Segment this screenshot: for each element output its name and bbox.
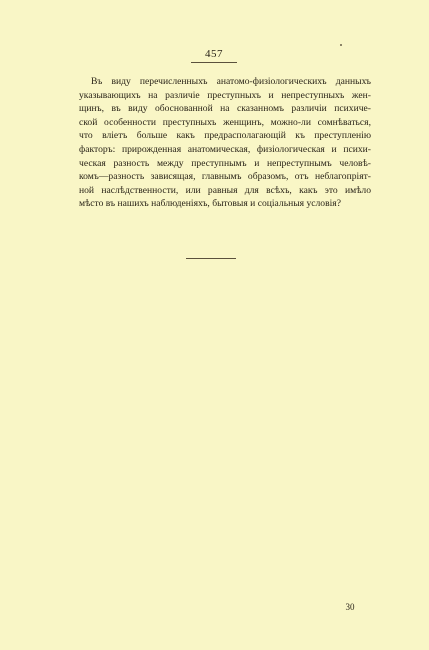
- text-line: Въ виду перечисленныхъ анатомо-физiологическихъ данныхъ: [91, 76, 371, 87]
- section-end-rule: [186, 258, 236, 259]
- text-line: ческая разность между преступнымъ и непреступнымъ человѣ-: [79, 157, 371, 169]
- text-line: факторъ: прирожденная анатомическая, физiологическая и психи-: [79, 143, 371, 155]
- sheet-number: 30: [345, 602, 355, 612]
- text-line: мѣсто въ нашихъ наблюденiяхъ, бытовыя и соцiальныя условiя?: [79, 198, 341, 210]
- text-line: ской особенности преступныхъ женщинъ, можно-ли сомнѣваться,: [79, 116, 371, 128]
- text-line: комъ—разность зависящая, главнымъ образомъ, отъ неблагопрiят-: [79, 171, 371, 183]
- header-rule: [191, 62, 237, 63]
- paper-speck: [340, 44, 342, 46]
- text-line: щинъ, въ виду обоснованной на сказанномъ различiи психиче-: [79, 103, 371, 115]
- text-line: что влiетъ больше какъ предрасполагающiй къ преступленiю: [79, 130, 371, 142]
- body-paragraph: [79, 75, 371, 211]
- page-number: 457: [205, 48, 223, 60]
- text-line: указывающихъ на различiе преступныхъ и непреступныхъ жен-: [79, 89, 371, 101]
- text-line: ной наслѣдственности, или равныя для всѣхъ, какъ это имѣло: [79, 184, 371, 196]
